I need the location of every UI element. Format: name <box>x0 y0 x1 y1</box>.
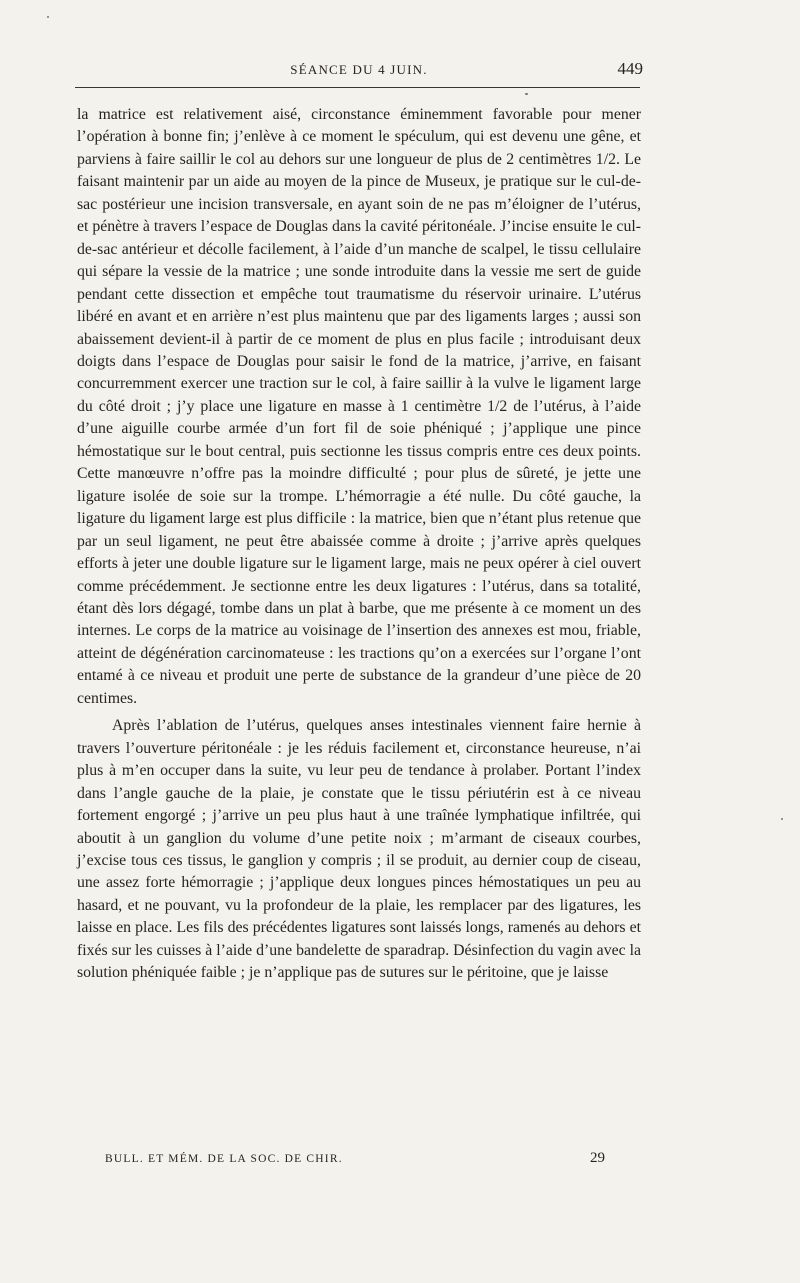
running-title: SÉANCE DU 4 JUIN. <box>290 62 428 77</box>
signature-number: 29 <box>590 1150 605 1166</box>
signature-line: BULL. ET MÉM. DE LA SOC. DE CHIR. <box>105 1153 343 1165</box>
body-text <box>77 104 641 985</box>
print-speck <box>47 16 49 18</box>
paragraph-after-ablation: Après l’ablation de l’utérus, quelques anses intestinales viennent faire hernie à travers l’ouverture péritonéale : je les réduis facilement et, circonstance heureuse, n’ai plus à m’en occuper dans la suite, vu leur peu de tendance à prolaber. Portant l’index dans l’angle gauche de la plaie, je constate que le tissu périutérin est à ce niveau fortement engorgé ; j’arrive un peu plus haut à une traînée lymphatique infiltrée, qui aboutit à un ganglion du volume d’une petite noix ; m’armant de ciseaux courbes, j’excise tous ces tissus, le ganglion y compris ; il se produit, au dernier coup de ciseau, une assez forte hémorragie ; j’applique deux longues pinces hémostatiques un peu au hasard, et ne pouvant, vu la profondeur de la plaie, les remplacer par des ligatures, les laisse en place. Les fils des précédentes ligatures sont laissés longs, ramenés au dehors et fixés sur les cuisses à l’aide d’une bandelette de sparadrap. Désinfection du vagin avec la solution phéniquée faible ; je n’applique pas de sutures sur le péritoine, que je laisse <box>77 717 641 982</box>
header-rule <box>75 87 640 88</box>
page-number: 449 <box>617 59 643 78</box>
running-head <box>75 59 643 82</box>
print-speck <box>781 818 783 820</box>
paragraph-continued: la matrice est relativement aisé, circonstance éminemment favorable pour mener l’opération à bonne fin; j’enlève à ce moment le spéculum, qui est devenu une gêne, et parviens à faire saillir le col au dehors sur une longueur de plus de 2 centimètres 1/2. Le faisant maintenir par un aide au moyen de la pince de Museux, je pratique sur le cul-de-sac postérieur une incision transversale, en ayant soin de ne pas m’éloigner de l’utérus, et pénètre à travers l’espace de Douglas dans la cavité péritonéale. J’incise ensuite le cul-de-sac antérieur et décolle facilement, à l’aide d’un manche de scalpel, le tissu cellulaire qui sépare la vessie de la matrice ; une sonde introduite dans la vessie me sert de guide pendant cette dissection et empêche tout traumatisme du réservoir urinaire. L’utérus libéré en avant et en arrière n’est plus maintenu que par des ligaments larges ; aussi son abaissement devient-il à partir de ce moment de plus en plus facile ; introduisant deux doigts dans l’espace de Douglas pour saisir le fond de la matrice, j’arrive, en faisant concurremment exercer une traction sur le col, à faire saillir à la vulve le ligament large du côté droit ; j’y place une ligature en masse à 1 centimètre 1/2 de l’utérus, à l’aide d’une aiguille courbe armée d’un fort fil de soie phéniqué ; j’applique une pince hémostatique sur le bout central, puis sectionne les tissus compris entre ces deux points. Cette manœuvre n’offre pas la moindre difficulté ; pour plus de sûreté, je jette une ligature isolée de soie sur la trompe. L’hémorragie a été nulle. Du côté gauche, la ligature du ligament large est plus difficile : la matrice, bien que n’étant plus retenue que par un seul ligament, ne peut être abaissée comme à droite ; j’arrive après quelques efforts à jeter une double ligature sur le ligament large, mais ne peux opérer à ciel ouvert comme précédemment. Je sectionne entre les deux ligatures : l’utérus, dans sa totalité, étant dès lors dégagé, tombe dans un plat à barbe, que me présente à ce moment un des internes. Le corps de la matrice au voisinage de l’insertion des annexes est mou, friable, atteint de dégénération carcinomateuse : les tractions qu’on a exercées sur l’organe l’ont entamé à ce niveau et produit une perte de substance de la grandeur d’une pièce de 20 centimes. <box>77 106 641 707</box>
print-speck <box>525 93 528 95</box>
